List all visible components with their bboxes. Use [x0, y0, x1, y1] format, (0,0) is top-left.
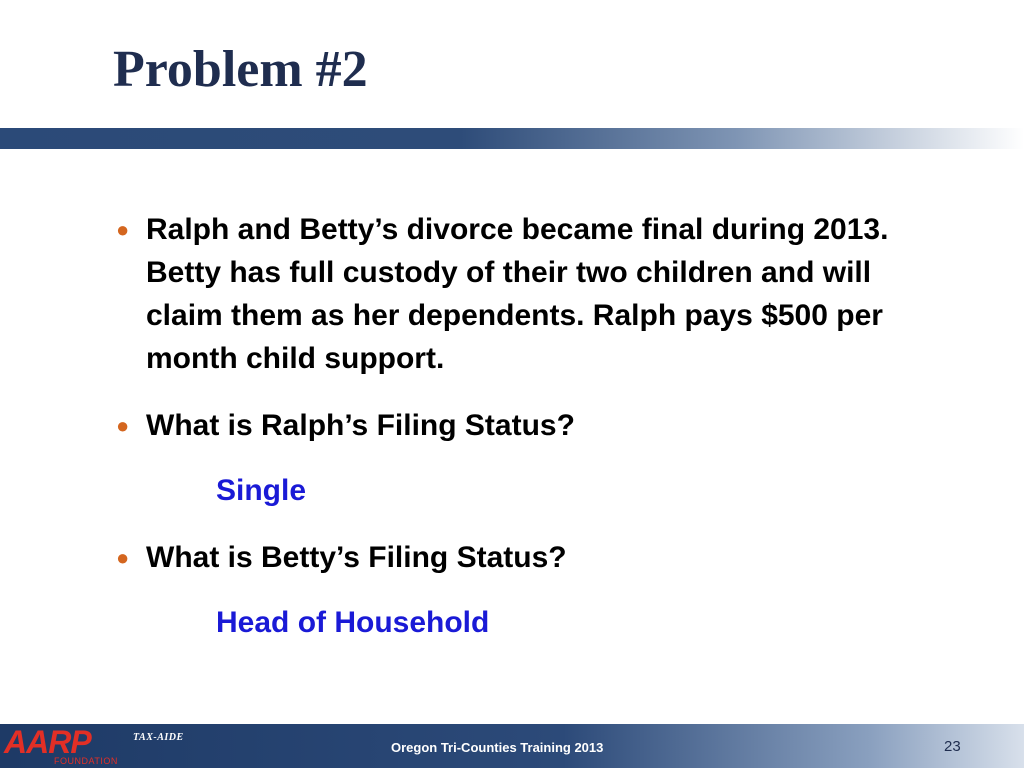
bullet-item-ralph-question — [116, 404, 916, 447]
bullet-list — [116, 208, 916, 644]
slide-page-number: 23 — [944, 738, 961, 755]
title-divider-band — [0, 128, 1024, 149]
bullet-text-scenario: Ralph and Betty’s divorce became final during 2013. Betty has full custody of their two children and will claim them as her dependents. Ralph pays $500 per month child support. — [146, 213, 889, 375]
bullet-dot-icon: ● — [116, 545, 130, 570]
tax-aide-label: TAX-AIDE — [133, 732, 184, 743]
footer-training-title: Oregon Tri-Counties Training 2013 — [391, 740, 604, 755]
aarp-foundation-logo — [4, 726, 132, 768]
answer-ralph-filing-status: Single — [216, 474, 307, 507]
answer-betty-filing-status: Head of Household — [216, 606, 490, 639]
bullet-text-betty-question: What is Betty’s Filing Status? — [146, 541, 567, 574]
slide-title: Problem #2 — [113, 41, 368, 98]
bullet-item-betty-question — [116, 536, 916, 579]
bullet-text-ralph-question: What is Ralph’s Filing Status? — [146, 409, 575, 442]
aarp-logo-subtext: FOUNDATION — [54, 756, 118, 766]
bullet-dot-icon: ● — [116, 217, 130, 242]
bullet-item-scenario — [116, 208, 916, 380]
aarp-logo-text: AARP — [4, 724, 91, 760]
bullet-dot-icon: ● — [116, 413, 130, 438]
